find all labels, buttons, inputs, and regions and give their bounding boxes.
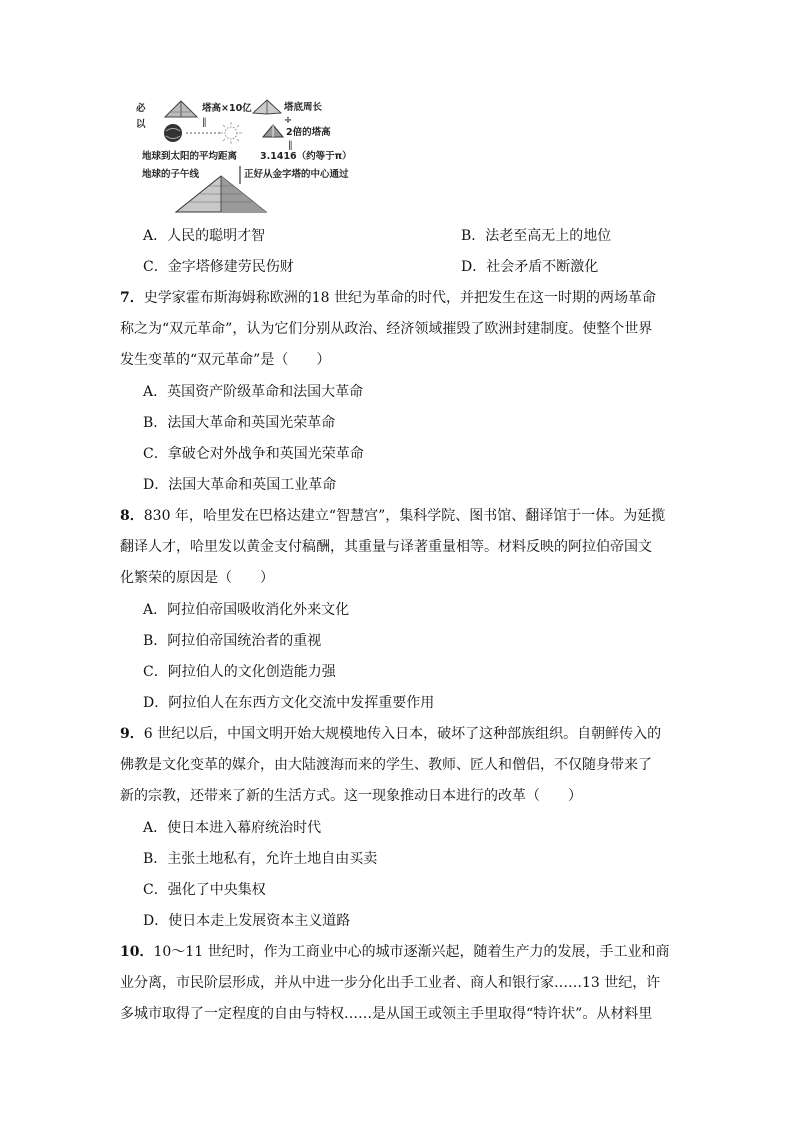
q8-option-a: A．阿拉伯帝国吸收消化外来文化	[143, 602, 350, 618]
sun-icon	[220, 122, 242, 144]
meridian-center-label: 正好从金字塔的中心通过	[244, 169, 349, 180]
earth-sun-distance-label: 地球到太阳的平均距离	[142, 151, 238, 162]
q8-number: 8．	[120, 508, 144, 524]
q8-text-1: 830 年，哈里发在巴格达建立“智慧宫”，集科学院、图书馆、翻译馆于一体。为延揽	[143, 508, 666, 524]
meridian-label: 地球的子午线	[142, 169, 200, 180]
equals-sign-2: ∥	[288, 140, 293, 151]
q10-text-1: 10～11 世纪时，作为工商业中心的城市逐渐兴起，随着生产力的发展，手工业和商	[153, 944, 670, 960]
q9-option-d: D．使日本走上发展资本主义道路	[143, 913, 351, 929]
pi-value-label: 3.1416（约等于π）	[260, 151, 352, 162]
q9-stem-line3: 新的宗教，还带来了新的生活方式。这一现象推动日本进行的改革（ ）	[120, 788, 582, 804]
q7-option-d: D．法国大革命和英国工业革命	[143, 477, 337, 493]
q7-number: 7．	[120, 290, 144, 306]
q7-stem-line1	[120, 288, 656, 308]
earth-icon	[162, 122, 184, 144]
figure-left-char-1: 必	[136, 103, 146, 114]
pyramid-height-icon	[262, 124, 284, 138]
pyramid-base-icon	[252, 99, 282, 115]
q9-stem-line2: 佛教是文化变革的媒介，由大陆渡海而来的学生、教师、匠人和僧侣，不仅随身带来了	[120, 757, 652, 773]
q6-option-a: A．人民的聪明才智	[143, 228, 266, 244]
tower-height-label: 塔高×10亿	[202, 103, 252, 114]
q10-stem-line1	[120, 942, 670, 962]
q10-number: 10．	[120, 944, 154, 960]
q6-option-d: D．社会矛盾不断激化	[461, 259, 599, 275]
q8-option-b: B．阿拉伯帝国统治者的重视	[143, 633, 322, 649]
q6-option-b: B．法老至高无上的地位	[461, 228, 612, 244]
q8-stem-line3: 化繁荣的原因是（ ）	[120, 570, 274, 586]
q8-stem-line2: 翻译人才，哈里发以黄金支付稿酬，其重量与译著重量相等。材料反映的阿拉伯帝国文	[120, 539, 652, 555]
figure-left-char-2: 以	[136, 119, 146, 130]
q6-option-c: C．金字塔修建劳民伤财	[143, 259, 294, 275]
q9-option-c: C．强化了中央集权	[143, 882, 266, 898]
equals-sign-1: ∥	[202, 117, 207, 128]
q9-option-b: B．主张土地私有，允许土地自由买卖	[143, 851, 378, 867]
q7-option-c: C．拿破仑对外战争和英国光荣革命	[143, 446, 364, 462]
large-pyramid-icon	[174, 174, 268, 214]
q7-stem-line3: 发生变革的“双元革命”是（ ）	[120, 352, 331, 368]
q8-stem-line1	[120, 506, 665, 526]
q7-stem-line2: 称之为“双元革命”，认为它们分别从政治、经济领域摧毁了欧洲封建制度。使整个世界	[120, 321, 653, 337]
pyramid-small-icon	[164, 100, 198, 118]
base-perimeter-label: 塔底周长	[284, 102, 323, 113]
q9-stem-line1	[120, 724, 661, 744]
q10-stem-line3: 多城市取得了一定程度的自由与特权……是从国王或领主手里取得“特许状”。从材料里	[120, 1006, 653, 1022]
q7-text-1: 史学家霍布斯海姆称欧洲的18 世纪为革命的时代，并把发生在这一时期的两场革命	[143, 290, 657, 306]
q9-number: 9．	[120, 726, 144, 742]
distance-dotted-line	[186, 130, 220, 136]
q9-option-a: A．使日本进入幕府统治时代	[143, 820, 322, 836]
two-times-height-label: 2倍的塔高	[286, 127, 331, 138]
q10-stem-line2: 业分离，市民阶层形成，并从中进一步分化出手工业者、商人和银行家……13 世纪，许	[120, 975, 661, 991]
q9-text-1: 6 世纪以后，中国文明开始大规模地传入日本，破坏了这种部族组织。自朝鲜传入的	[143, 726, 662, 742]
q7-option-b: B．法国大革命和英国光荣革命	[143, 415, 336, 431]
division-sign: ÷	[284, 115, 292, 126]
q7-option-a: A．英国资产阶级革命和法国大革命	[143, 384, 364, 400]
q8-option-d: D．阿拉伯人在东西方文化交流中发挥重要作用	[143, 695, 435, 711]
q8-option-c: C．阿拉伯人的文化创造能力强	[143, 664, 336, 680]
pyramid-figure	[134, 96, 374, 214]
